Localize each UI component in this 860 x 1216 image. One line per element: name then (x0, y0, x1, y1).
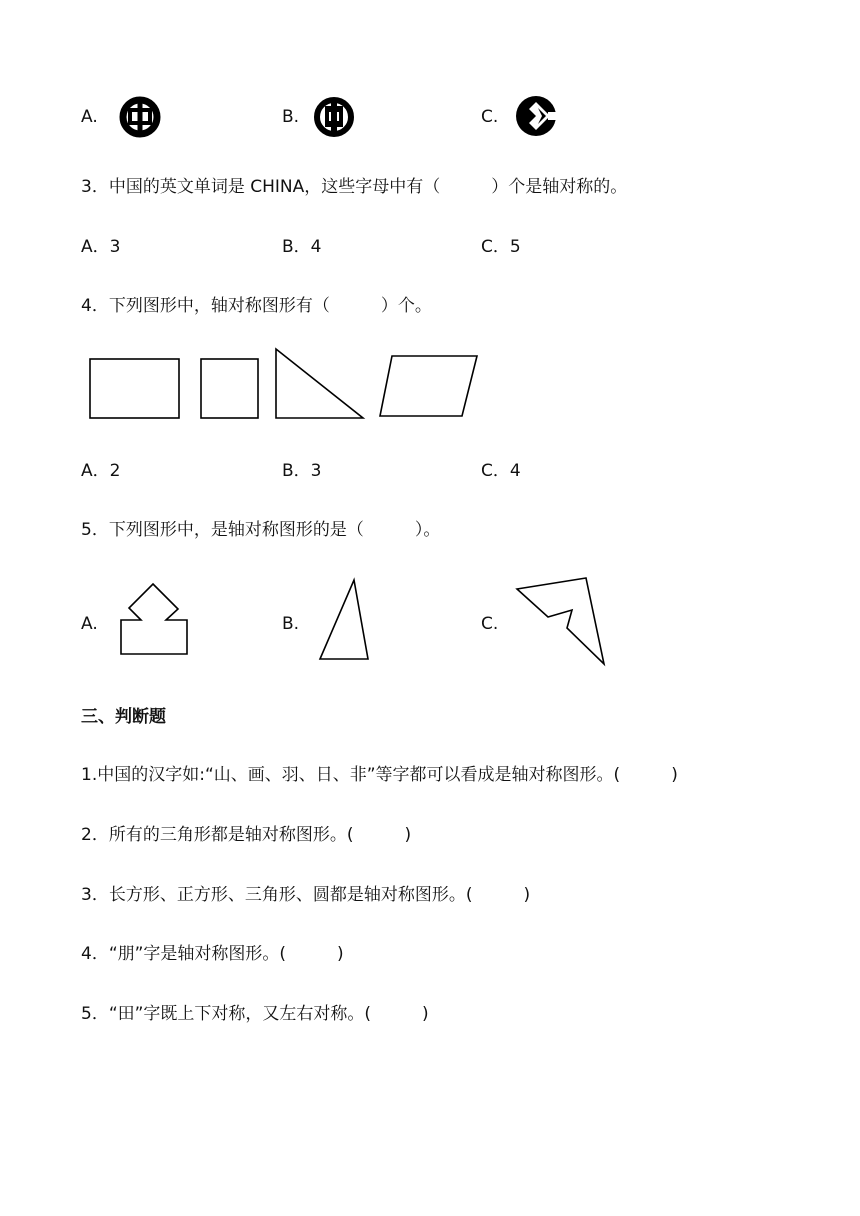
q3-option-c: C．5 (481, 237, 521, 257)
icbc-logo-icon (310, 95, 358, 139)
triangle-shape (310, 575, 380, 670)
q5-option-c-label: C. (481, 614, 499, 634)
section-3-title: 三、判断题 (81, 707, 166, 727)
house-shape (110, 580, 200, 660)
question-4-stem: 4．下列图形中，轴对称图形有（ ）个。 (81, 296, 432, 316)
judgement-item-4: 4．“朋”字是轴对称图形。( ) (81, 944, 344, 964)
parallelogram-shape (380, 356, 477, 416)
right-triangle-shape (276, 349, 363, 418)
square-shape (201, 359, 258, 418)
judgement-item-5: 5．“田”字既上下对称，又左右对称。( ) (81, 1004, 429, 1024)
q5-option-a-label: A. (81, 614, 98, 634)
q5-option-b-label: B. (282, 614, 300, 634)
construction-bank-logo-icon (512, 94, 560, 138)
judgement-item-1: 1.中国的汉字如:“山、画、羽、日、非”等字都可以看成是轴对称图形。( ) (81, 765, 678, 785)
q2-option-a-label: A. (81, 107, 98, 127)
judgement-item-3: 3．长方形、正方形、三角形、圆都是轴对称图形。( ) (81, 885, 531, 905)
q3-option-a: A．3 (81, 237, 121, 257)
q4-option-c: C．4 (481, 461, 521, 481)
q2-option-b-label: B. (282, 107, 300, 127)
question-5-stem: 5．下列图形中，是轴对称图形的是（ ）。 (81, 520, 441, 540)
q2-option-c-label: C. (481, 107, 499, 127)
question-3-stem: 3．中国的英文单词是 CHINA，这些字母中有（ ）个是轴对称的。 (81, 177, 628, 197)
q4-option-b: B．3 (282, 461, 322, 481)
q4-option-a: A．2 (81, 461, 121, 481)
q3-option-b: B．4 (282, 237, 322, 257)
arrow-shape (510, 572, 620, 672)
q4-shapes (80, 340, 490, 430)
judgement-item-2: 2．所有的三角形都是轴对称图形。( ) (81, 825, 412, 845)
bank-of-china-logo-icon (116, 95, 164, 139)
rectangle-shape (90, 359, 179, 418)
